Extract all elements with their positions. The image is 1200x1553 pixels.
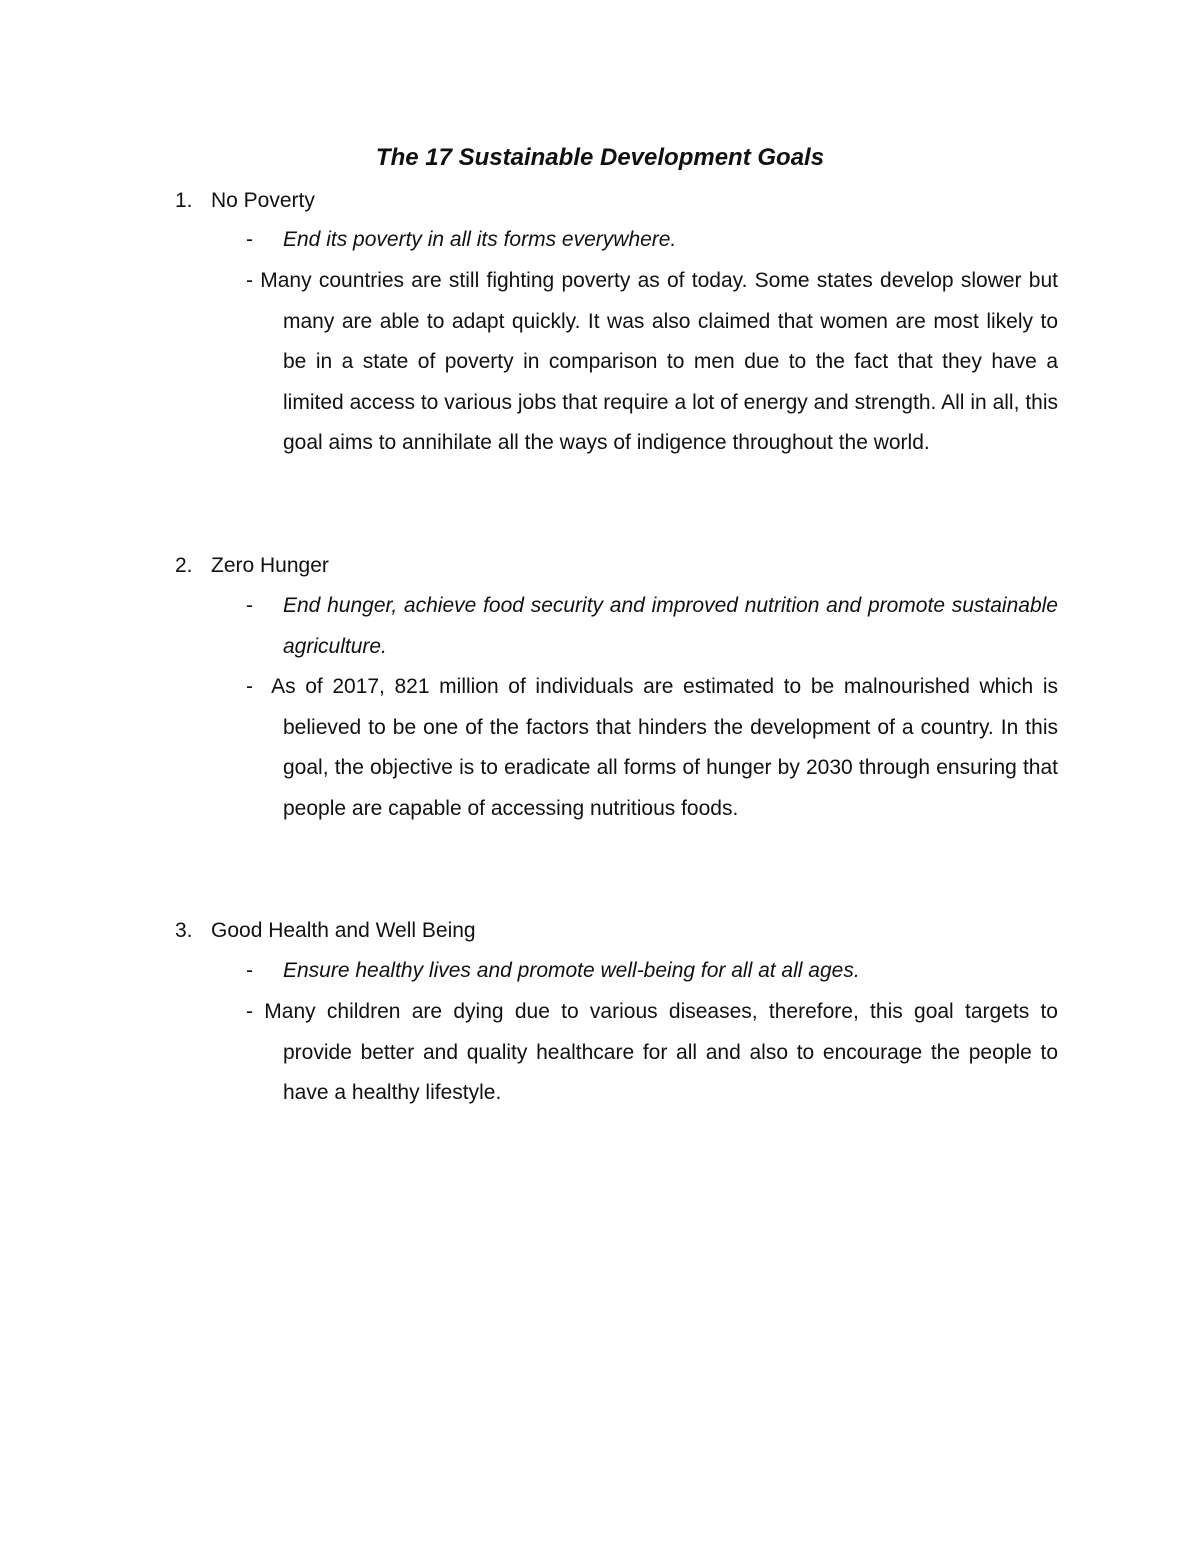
goal-number: 2. xyxy=(175,554,193,577)
goal-number: 1. xyxy=(175,189,193,212)
goal-heading xyxy=(175,186,315,216)
goal-title: Good Health and Well Being xyxy=(211,919,476,942)
goal-target-bullet xyxy=(246,586,1058,667)
goal-description-text xyxy=(246,992,1058,1114)
goal-target-text: End hunger, achieve food security and improved nutrition and promote sustainable agriculture. xyxy=(283,594,1058,658)
goal-description-bullet xyxy=(246,992,1058,1114)
bullet-dash: - xyxy=(246,675,253,698)
goal-target-text: End its poverty in all its forms everywhere. xyxy=(283,228,677,251)
goal-description-text xyxy=(246,261,1058,464)
goal-target-bullet xyxy=(246,951,1058,992)
goal-description-body: Many countries are still fighting poverty as of today. Some states develop slower but many are able to adapt quickly. It was also claimed that women are most likely to be in a state of poverty in comparison to men due to the fact that they have a limited access to various jobs that require a lot of energy and strength. All in all, this goal aims to annihilate all the ways of indigence throughout the world. xyxy=(260,269,1058,454)
goal-description-bullet xyxy=(246,667,1058,829)
goal-heading xyxy=(175,916,476,946)
goal-title: No Poverty xyxy=(211,189,315,212)
goal-target-bullet xyxy=(246,220,1058,261)
goal-heading xyxy=(175,551,329,581)
goal-target-text: Ensure healthy lives and promote well-being for all at all ages. xyxy=(283,959,860,982)
bullet-dash: - xyxy=(246,1000,253,1023)
bullet-dash: - xyxy=(246,959,253,982)
goal-description-body: As of 2017, 821 million of individuals are estimated to be malnourished which is believed to be one of the factors that hinders the development of a country. In this goal, the objective is to eradicate all forms of hunger by 2030 through ensuring that people are capable of accessing nutritious foods. xyxy=(271,675,1058,820)
goal-description-text xyxy=(246,667,1058,829)
bullet-dash: - xyxy=(246,228,253,251)
goal-number: 3. xyxy=(175,919,193,942)
bullet-dash: - xyxy=(246,594,253,617)
goal-description-body: Many children are dying due to various diseases, therefore, this goal targets to provide better and quality healthcare for all and also to encourage the people to have a healthy lifestyle. xyxy=(264,1000,1058,1104)
goal-title: Zero Hunger xyxy=(211,554,329,577)
page-title: The 17 Sustainable Development Goals xyxy=(375,144,825,171)
bullet-dash: - xyxy=(246,269,253,292)
goal-description-bullet xyxy=(246,261,1058,464)
